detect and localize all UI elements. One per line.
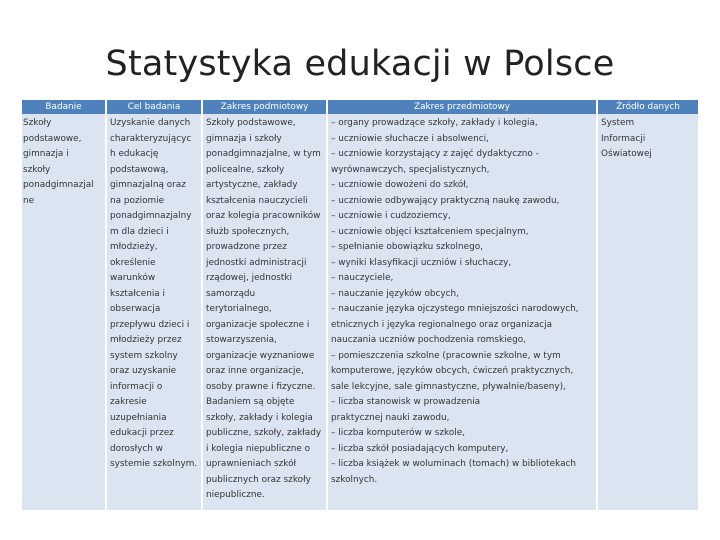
cell-line: policealne, szkoły: [206, 164, 285, 175]
cell-line: – uczniowie korzystający z zajęć dydaktyczno -: [331, 149, 539, 159]
cell-line: ponadgimnazjalny: [110, 211, 192, 221]
cell-line: samorządu: [206, 288, 256, 299]
cell-line: oraz uzyskanie: [110, 366, 177, 376]
cell-line: osoby prawne i fizyczne.: [206, 381, 316, 392]
cell-line: ne: [23, 195, 35, 206]
cell-line: i kolegia niepubliczne o: [206, 443, 311, 454]
cell-line: młodzieży,: [110, 242, 158, 252]
cell-line: – uczniowie słuchacze i absolwenci,: [331, 133, 489, 144]
header-badanie: Badanie: [22, 100, 106, 114]
header-zrodlo-danych: Źródło danych: [597, 100, 698, 114]
cell-line: Uzyskanie danych: [110, 118, 191, 128]
cell-line: – uczniowie dowożeni do szkół,: [331, 180, 469, 190]
cell-line: Szkoły podstawowe,: [206, 118, 296, 128]
cell-line: terytorialnego,: [206, 304, 272, 314]
cell-line: edukacji przez: [110, 428, 174, 438]
cell-line: kształcenia i: [110, 288, 166, 299]
cell-zakres-przedmiotowy: [327, 114, 597, 510]
cell-badanie: [22, 114, 106, 510]
cell-line: oraz kolegia pracowników: [206, 211, 321, 221]
cell-line: szkoły: [23, 164, 51, 175]
header-zakres-przedmiotowy: Zakres przedmiotowy: [327, 100, 597, 114]
cell-line: ponadgimnazjal: [23, 180, 94, 190]
table-header-row: [22, 100, 698, 114]
cell-line: informacji o: [110, 381, 163, 392]
table-row: [22, 114, 698, 510]
cell-zakres-podmiotowy: [202, 114, 327, 510]
cell-line: dorosłych w: [110, 443, 163, 454]
cell-line: – organy prowadzące szkoły, zakłady i kolegia,: [331, 118, 538, 128]
header-cel-badania: Cel badania: [106, 100, 202, 114]
cell-line: system szkolny: [110, 350, 178, 361]
cell-line: obserwacja: [110, 304, 161, 314]
cell-line: przepływu dzieci i: [110, 319, 190, 330]
cell-line: – liczba książek w woluminach (tomach) w bibliotekach: [331, 459, 577, 469]
cell-line: organizacje społeczne i: [206, 319, 310, 330]
cell-line: publicznych oraz szkoły: [206, 474, 311, 485]
cell-line: – nauczyciele,: [331, 273, 394, 283]
cell-zrodlo-danych: [597, 114, 698, 510]
cell-line: warunków: [110, 273, 156, 283]
cell-line: niepubliczne.: [206, 490, 265, 500]
cell-line: oraz inne organizacje,: [206, 366, 304, 376]
cell-line: – wyniki klasyfikacji uczniów i słuchaczy,: [331, 257, 512, 268]
cell-line: stowarzyszenia,: [206, 335, 277, 345]
cell-line: – uczniowie i cudzoziemcy,: [331, 211, 451, 221]
cell-line: – liczba stanowisk w prowadzenia: [331, 397, 481, 407]
cell-line: sale lekcyjne, sale gimnastyczne, pływalnie/baseny),: [331, 381, 566, 392]
cell-line: podstawowe,: [23, 133, 82, 144]
cell-line: nauczania uczniów pochodzenia romskiego,: [331, 335, 526, 345]
cell-line: jednostki administracji: [206, 257, 307, 268]
cell-line: zakresie: [110, 397, 147, 407]
cell-line: – nauczanie języków obcych,: [331, 288, 459, 299]
cell-line: – liczba komputerów w szkole,: [331, 428, 466, 438]
cell-line: na poziomie: [110, 195, 165, 206]
cell-line: h edukację: [110, 149, 159, 159]
cell-line: wyrównawczych, specjalistycznych,: [331, 164, 490, 175]
cell-line: – nauczanie języka ojczystego mniejszości narodowych,: [331, 304, 579, 314]
cell-line: Informacji: [601, 133, 646, 144]
cell-line: artystyczne, zakłady: [206, 180, 298, 190]
cell-line: gimnazjalną oraz: [110, 180, 186, 190]
page-title: Statystyka edukacji w Polsce: [105, 44, 615, 84]
cell-line: praktycznej nauki zawodu,: [331, 412, 450, 423]
cell-line: organizacje wyznaniowe: [206, 350, 315, 361]
cell-line: – pomieszczenia szkolne (pracownie szkolne, w tym: [331, 350, 561, 361]
cell-line: gimnazja i: [23, 149, 69, 159]
cell-line: szkolnych.: [331, 474, 378, 485]
cell-line: etnicznych i języka regionalnego oraz organizacja: [331, 319, 553, 330]
cell-line: Badaniem są objęte: [206, 397, 295, 407]
cell-line: prowadzone przez: [206, 242, 287, 252]
cell-line: komputerowe, języków obcych, ćwiczeń praktycznych,: [331, 366, 574, 376]
cell-line: rządowej, jednostki: [206, 273, 292, 283]
cell-line: Szkoły: [23, 118, 52, 128]
cell-line: – spełnianie obowiązku szkolnego,: [331, 242, 483, 252]
cell-line: m dla dzieci i: [110, 226, 169, 237]
cell-line: ponadgimnazjalne, w tym: [206, 149, 321, 159]
cell-line: młodzieży przez: [110, 335, 182, 345]
cell-line: służb społecznych,: [206, 226, 290, 237]
statistics-table: [22, 100, 698, 510]
cell-line: szkoły, zakłady i kolegia: [206, 412, 313, 423]
cell-line: charakteryzującyc: [110, 133, 192, 144]
cell-line: podstawową,: [110, 164, 169, 175]
cell-line: Oświatowej: [601, 149, 652, 159]
cell-line: uprawnieniach szkół: [206, 459, 297, 469]
header-zakres-podmiotowy: Zakres podmiotowy: [202, 100, 327, 114]
cell-line: – uczniowie objęci kształceniem specjalnym,: [331, 226, 529, 237]
cell-line: określenie: [110, 257, 156, 268]
cell-line: System: [601, 118, 635, 128]
cell-line: gimnazja i szkoły: [206, 133, 282, 144]
cell-line: systemie szkolnym.: [110, 459, 198, 469]
cell-cel-badania: [106, 114, 202, 510]
cell-line: – liczba szkół posiadających komputery,: [331, 443, 509, 454]
cell-line: uzupełniania: [110, 412, 167, 423]
cell-line: – uczniowie odbywający praktyczną naukę zawodu,: [331, 195, 560, 206]
cell-line: kształcenia nauczycieli: [206, 195, 308, 206]
cell-line: publiczne, szkoły, zakłady: [206, 428, 322, 438]
